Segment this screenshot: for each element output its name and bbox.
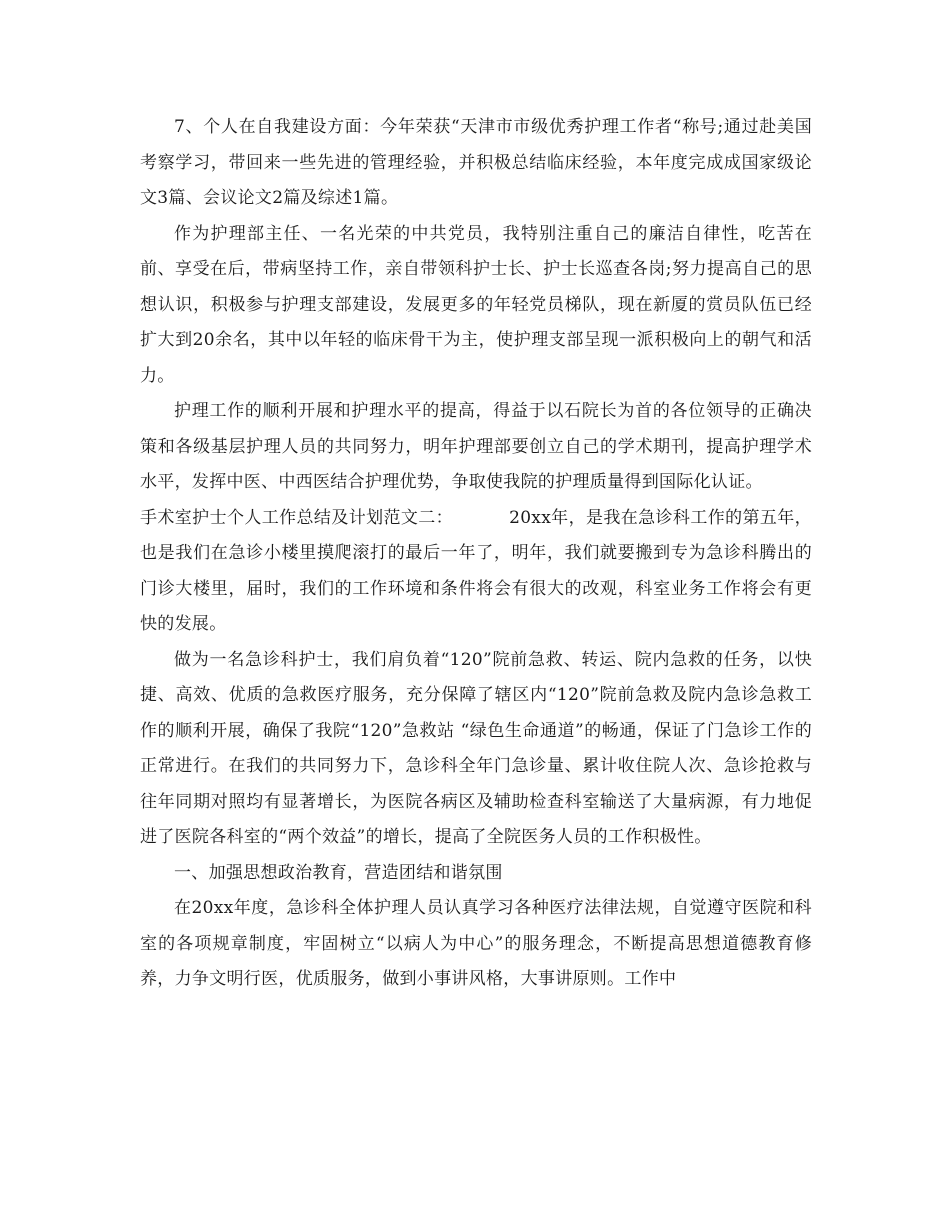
sample-two-title: 手术室护士个人工作总结及计划范文二：	[140, 507, 454, 528]
paragraph-party-member: 作为护理部主任、一名光荣的中共党员，我特别注重自己的廉洁自律性，吃苦在前、享受在后，带病坚持工作，亲自带领科护士长、护士长巡查各岗;努力提高自己的思想认识，积极参与护理支部建设，发展更多的年轻党员梯队，现在新厦的赏员队伍已经扩大到20余名，其中以年轻的临床骨干为主，使护理支部呈现一派积极向上的朝气和活力。	[140, 223, 812, 386]
paragraph-emergency-duties: 做为一名急诊科护士，我们肩负着“120”院前急救、转运、院内急救的任务，以快捷、高效、优质的急救医疗服务，充分保障了辖区内“120”院前急救及院内急诊急救工作的顺利开展，确保了我院“120”急救站 “绿色生命通道”的畅通，保证了门急诊工作的正常进行。在我们的共同努力下，急诊科全年门急诊量、累计收住院人次、急诊抢救与往年同期对照均有显著增长，为医院各病区及辅助检查科室输送了大量病源，有力地促进了医院各科室的“两个效益”的增长，提高了全院医务人员的工作积极性。	[140, 649, 812, 847]
section-heading-one: 一、加强思想政治教育，营造团结和谐氛围	[174, 862, 503, 883]
paragraph-sample-two	[140, 501, 812, 643]
document-body	[140, 110, 812, 998]
paragraph-self-development: 7、个人在自我建设方面：今年荣获“天津市市级优秀护理工作者“称号;通过赴美国考察学习，带回来一些先进的管理经验，并积极总结临床经验，本年度完成成国家级论文3篇、会议论文2篇及综述1篇。	[140, 117, 812, 208]
paragraph-legal-study: 在20xx年度，急诊科全体护理人员认真学习各种医疗法律法规，自觉遵守医院和科室的各项规章制度，牢固树立“以病人为中心”的服务理念，不断提高思想道德教育修养，力争文明行医，优质服务，做到小事讲风格，大事讲原则。工作中	[140, 898, 812, 989]
sample-two-text: 20xx年，是我在急诊科工作的第五年，也是我们在急诊小楼里摸爬滚打的最后一年了，明年，我们就要搬到专为急诊科腾出的门诊大楼里，届时，我们的工作环境和条件将会有很大的改观，科室业务工作将会有更快的发展。	[140, 507, 812, 634]
paragraph-nursing-outlook: 护理工作的顺利开展和护理水平的提高，得益于以石院长为首的各位领导的正确决策和各级基层护理人员的共同努力，明年护理部要创立自己的学术期刊，提高护理学术水平，发挥中医、中西医结合护理优势，争取使我院的护理质量得到国际化认证。	[140, 401, 812, 492]
